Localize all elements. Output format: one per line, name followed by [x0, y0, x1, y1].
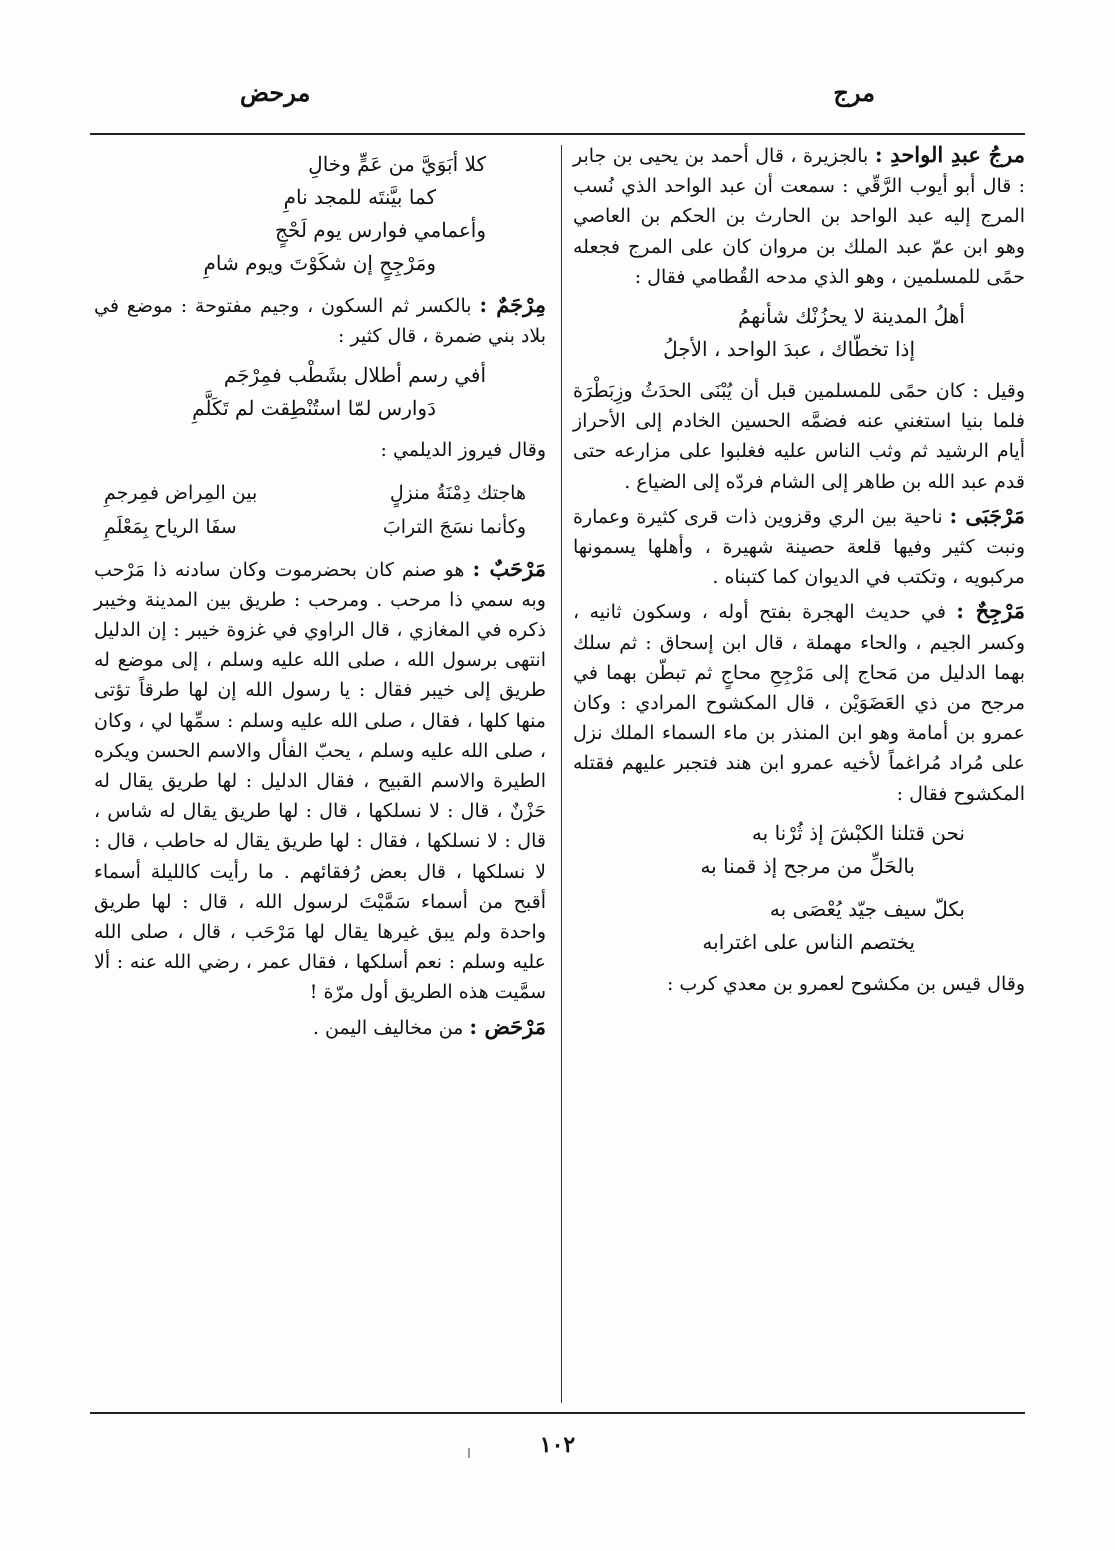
entry-text: بالكسر ثم السكون ، وجيم مفتوحة : موضع في بلاد بني ضمرة ، قال كثير :	[94, 295, 546, 348]
verse-line: إذا تخطّاك ، عبدَ الواحد ، الأجلُ	[663, 337, 915, 362]
paragraph: وقال قيس بن مكشوح لعمرو بن معدي كرب :	[666, 972, 1025, 995]
paragraph: وقيل : كان حمًى للمسلمين قبل أن يُبْنَى الحدَثُ وزِبَطْرَة فلما بنيا استغني عنه فضمَّه الحسين الخادم إلى الأحراز أيام الرشيد ثم وثب الناس عليه فغلبوا على مزارعه حتى قدم عبد الله بن طاهر إلى الشام فردّه إلى الضياع .	[573, 380, 1025, 493]
couplet	[94, 476, 546, 544]
header-rule	[90, 133, 1025, 135]
hemistich: بين المِراض فمِرجمِ	[104, 481, 258, 504]
entry-text: في حديث الهجرة بفتح أوله ، وسكون ثانيه ، وكسر الجيم ، والحاء مهملة ، قال ابن إسحاق : ثم سلك بهما الدليل من مَحاج إلى مَرْجِحِ محاجٍ ثم تبطّن بهما في مرجح من ذي العَضَوَيْن ، قال المكشوح المرادي : وكان عمرو بن أمامة وهو ابن المنذر بن ماء السماء الملك نزل على مُراد مُراغماً لأخيه عمرو ابن هند فتجبر عليهم فقتله المكشوح فقال :	[573, 601, 1025, 805]
verse-line: وأعمامي فوارس يوم لَحْجٍ	[275, 218, 486, 242]
verse	[94, 148, 546, 280]
verse-line: نحن قتلنا الكبْشَ إذ ثُرْنا به	[751, 820, 965, 845]
headword: مرجُ عبدِ الواحدِ :	[874, 142, 1025, 167]
headword: مَرْجِحٌ :	[956, 598, 1025, 624]
scan-mark	[468, 1448, 470, 1458]
entry-marjaba	[573, 501, 1025, 593]
couplet-row	[94, 510, 546, 544]
entry-marj-abd-al-wahid	[573, 140, 1025, 292]
verse	[573, 893, 1025, 959]
verse	[573, 300, 1025, 366]
running-header-left: مرحض	[240, 78, 311, 107]
right-column	[573, 140, 1025, 1003]
verse-line: ومَرْجِحٍ إن شكَوْتَ ويوم شامِ	[203, 251, 436, 275]
entry-text: بالجزيرة ، قال أحمد بن يحيى بن جابر : قال أبو أيوب الرَّقّي : سمعت أن عبد الواحد الذي نُسب المرج إليه عبد الواحد بن الحارث بن الحكم بن العاصي وهو ابن عمّ عبد الملك بن مروان كان على المرج فجعله حمًى للمسلمين ، وهو الذي مدحه القُطامي فقال :	[573, 145, 1025, 288]
running-header-right: مرج	[833, 78, 875, 107]
hemistich: هاجتك دِمْنَةُ منزلٍ	[389, 481, 526, 504]
verse-line: أفي رسم أطلال بشَطْب فمِرْجَم	[223, 363, 486, 388]
entry-marhab	[94, 554, 546, 1008]
verse-line: كلا أبَوَيَّ من عَمٍّ وخالِ	[308, 152, 486, 176]
verse	[94, 359, 546, 425]
headword: مَرْحَبٌ :	[472, 555, 546, 581]
column-divider	[561, 145, 562, 1403]
hemistich: سفَا الرياح بِمَعْلَمِ	[104, 515, 237, 538]
entry-marhad	[94, 1012, 546, 1043]
headword: مِرْجَمٌ :	[479, 292, 546, 317]
entry-text: من مخاليف اليمن .	[312, 1016, 464, 1039]
verse-line: أهلُ المدينة لا يحزُنْك شأنهمُ	[737, 304, 965, 329]
verse-line: بكلّ سيف جيّد يُعْصَى به	[769, 896, 965, 921]
headword: مَرْجَبَى :	[949, 502, 1025, 528]
left-column	[94, 140, 546, 1047]
verse-line: يختصم الناس على اغترابه	[702, 929, 915, 954]
entry-text: هو صنم كان بحضرموت وكان سادنه ذا مَرْحب وبه سمي ذا مرحب . ومرحب : طريق بين المدينة وخيبر ذكره في المغازي ، قال الراوي في غزوة خيبر : إن الدليل انتهى برسول الله ، صلى الله عليه وسلم ، إلى موضع له طريق إلى خيبر فقال : يا رسول الله إن لها طرقاً تؤتى منها كلها ، فقال ، صلى الله عليه وسلم : سمِّها لي ، وكان ، صلى الله عليه وسلم ، يحبّ الفأل والاسم الحسن ويكره الطيرة والاسم القبيح ، فقال الدليل : لها طريق يقال له حَزْنٌ ، قال : لا نسلكها ، قال : لها طريق يقال له شاس ، قال : لا نسلكها ، فقال : لها طريق يقال له حاطب ، قال : لا نسلكها ، قال بعض رُفقائهم . ما رأيت كالليلة أسماء أقبح من أسماء سَمَّيْتَ لرسول الله ، قال : لها طريق واحدة ولم يبق غيرها يقال لها مَرْحَب ، قال ، صلى الله عليه وسلم : نعم أسلكها ، فقال عمر ، رضي الله عنه : ألا سمَّيت هذه الطريق أول مرّة !	[94, 558, 546, 1004]
entry-mirjam	[94, 290, 546, 351]
headword: مَرْحَض :	[469, 1013, 546, 1039]
verse-line: بالحَلِّ من مرجح إذ قمنا به	[700, 853, 915, 878]
verse-line: دَوارس لمّا استُنْطِقت لم تَكَلَّمِ	[192, 396, 436, 421]
page-number: ١٠٢	[539, 1432, 576, 1458]
paragraph: وقال فيروز الديلمي :	[380, 439, 546, 462]
hemistich: وكأنما نسَجَ الترابَ	[382, 515, 526, 538]
couplet-row	[94, 476, 546, 510]
entry-marjih	[573, 596, 1025, 808]
entry-text: ناحية بين الري وقزوين ذات قرى كثيرة وعمارة ونبت كثير وفيها قلعة حصينة شهيرة ، وأهلها يسمونها مركبويه ، وتكتب في الديوان كما كتبناه .	[573, 505, 1025, 589]
verse-line: كما بيَّنتَه للمجد نامِ	[283, 185, 436, 209]
footer-rule	[90, 1412, 1025, 1414]
verse	[573, 817, 1025, 883]
